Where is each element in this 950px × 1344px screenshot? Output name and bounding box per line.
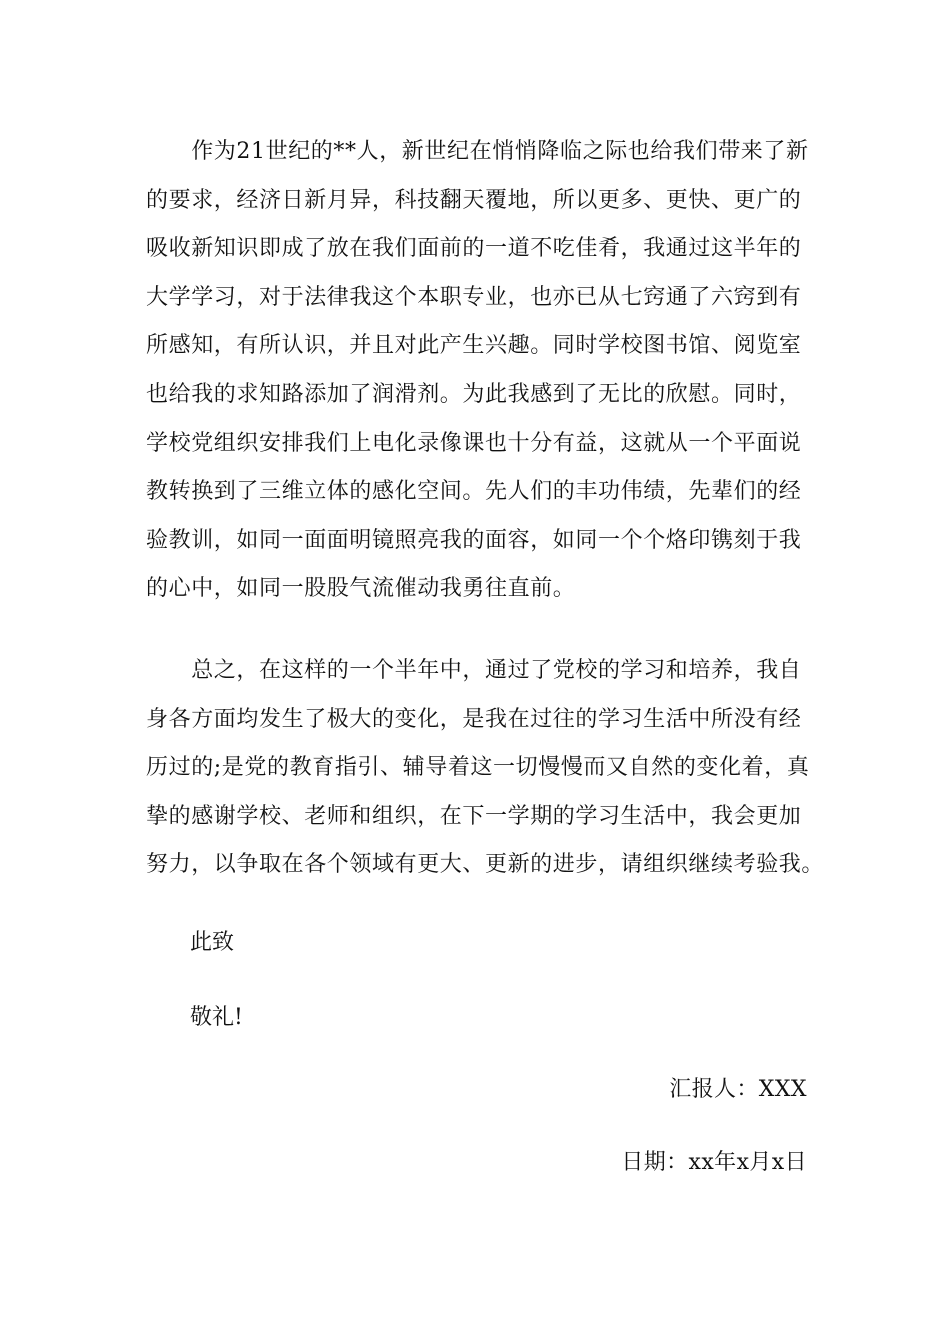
paragraph-line: 挚的感谢学校、老师和组织，在下一学期的学习生活中，我会更加 [146,803,802,829]
paragraph-line: 所感知，有所认识，并且对此产生兴趣。同时学校图书馆、阅览室 [146,333,802,359]
paragraph-line: 吸收新知识即成了放在我们面前的一道不吃佳肴，我通过这半年的 [146,236,802,262]
reporter-signature: 汇报人：XXX [669,1077,807,1102]
paragraph-line: 学校党组织安排我们上电化录像课也十分有益，这就从一个平面说 [146,430,802,456]
report-date: 日期：xx年x月x日 [621,1150,807,1175]
body-paragraph-2 [146,647,825,890]
paragraph-line: 验教训，如同一面面明镜照亮我的面容，如同一个个烙印镌刻于我 [146,527,802,553]
paragraph-line: 作为21世纪的**人，新世纪在悄悄降临之际也给我们带来了新 [146,139,809,164]
closing-salutation: 此致 [190,930,235,955]
paragraph-line: 历过的;是党的教育指引、辅导着这一切慢慢而又自然的变化着，真 [146,755,810,781]
paragraph-line: 大学学习，对于法律我这个本职专业，也亦已从七窍通了六窍到有 [146,284,802,310]
paragraph-line: 总之，在这样的一个半年中，通过了党校的学习和培养，我自 [146,658,802,683]
body-paragraph-1 [146,128,808,614]
paragraph-line: 努力，以争取在各个领域有更大、更新的进步，请组织继续考验我。 [146,852,825,878]
paragraph-line: 的心中，如同一股股气流催动我勇往直前。 [146,576,576,602]
paragraph-line: 的要求，经济日新月异，科技翻天覆地，所以更多、更快、更广的 [146,187,802,213]
paragraph-line: 身各方面均发生了极大的变化，是我在过往的学习生活中所没有经 [146,706,802,732]
closing-regards: 敬礼! [190,1005,243,1030]
paragraph-line: 也给我的求知路添加了润滑剂。为此我感到了无比的欣慰。同时， [146,381,802,407]
paragraph-line: 教转换到了三维立体的感化空间。先人们的丰功伟绩，先辈们的经 [146,479,802,505]
